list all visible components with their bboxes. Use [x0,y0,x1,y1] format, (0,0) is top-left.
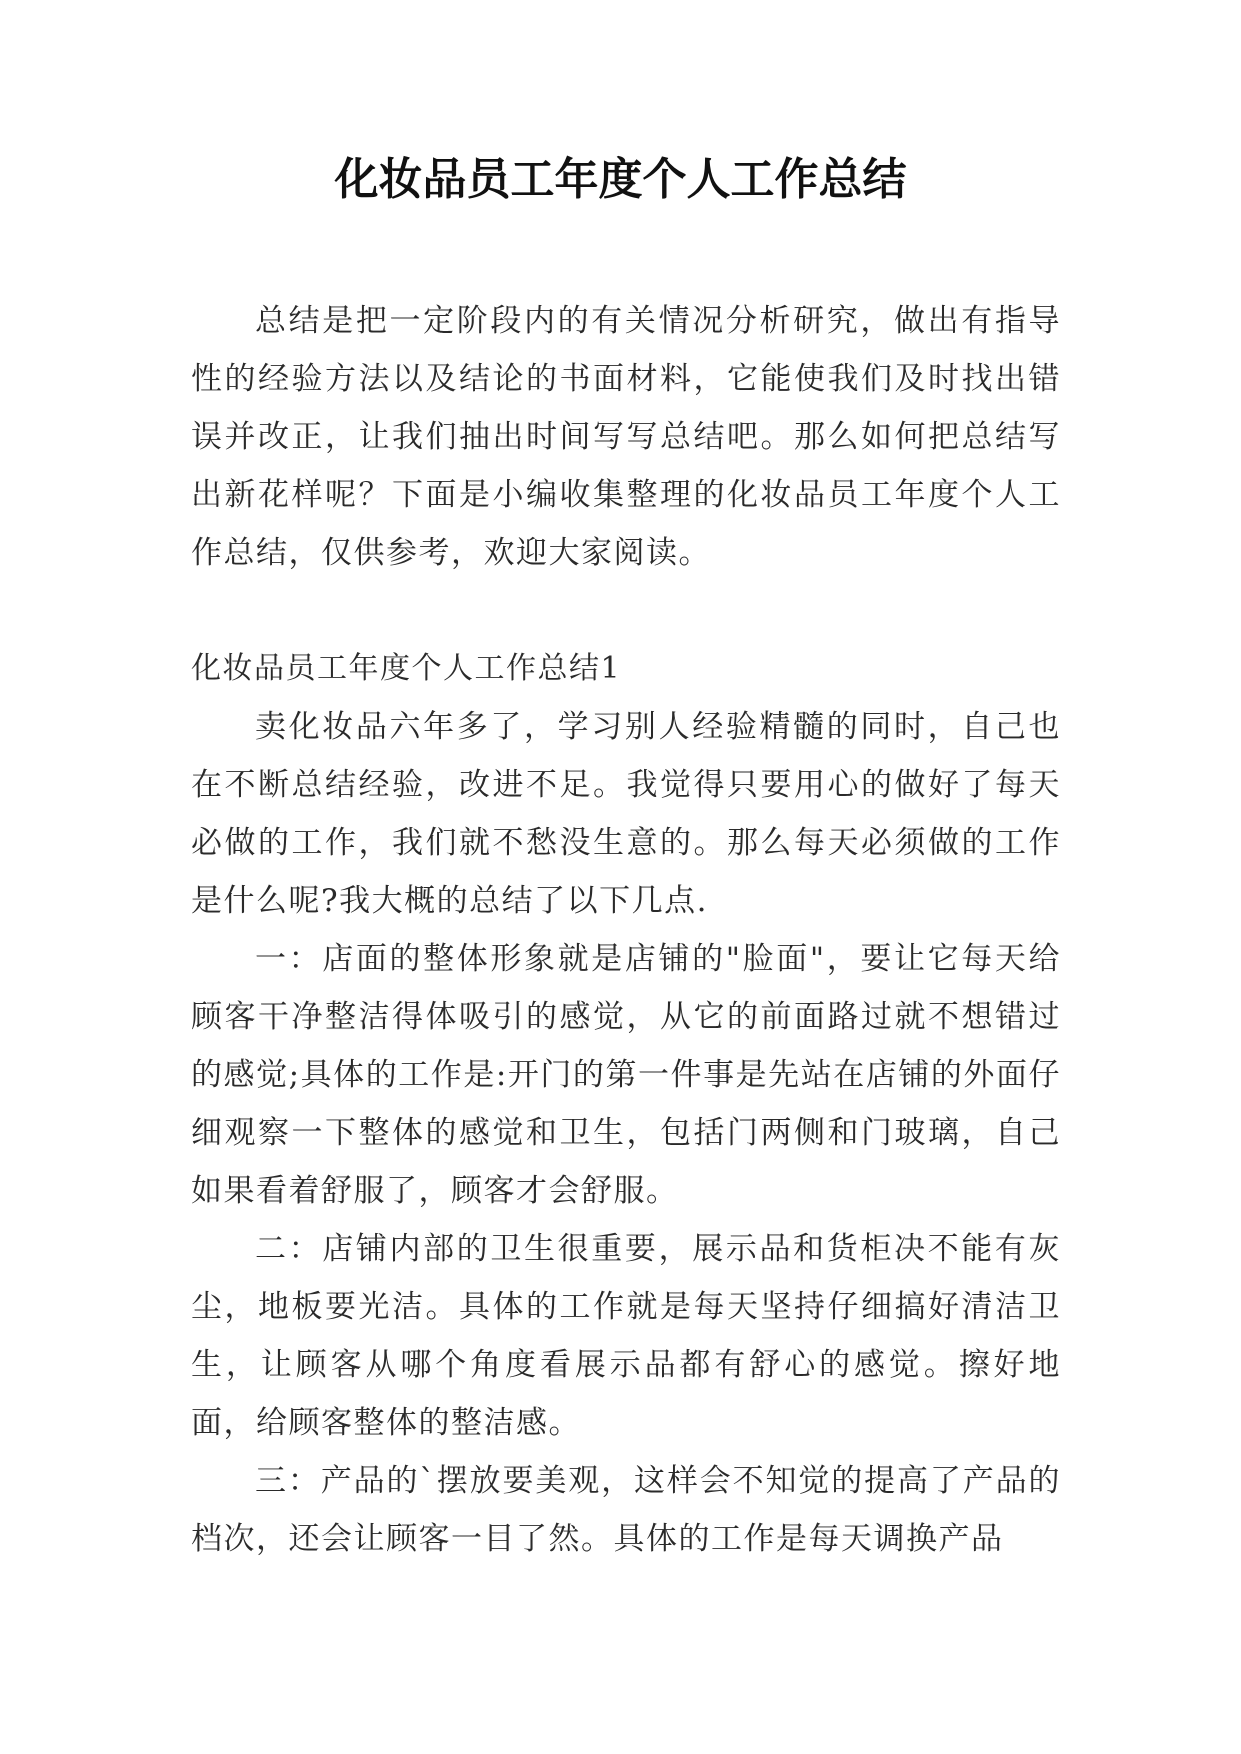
body-paragraph-3: 二：店铺内部的卫生很重要，展示品和货柜决不能有灰尘，地板要光洁。具体的工作就是每天坚持仔细搞好清洁卫生，让顾客从哪个角度看展示品都有舒心的感觉。擦好地面，给顾客整体的整洁感。 [191,1231,1061,1441]
section-spacer [191,582,1061,640]
section-heading: 化妆品员工年度个人工作总结1 [191,651,622,686]
body-paragraph-2: 一：店面的整体形象就是店铺的"脸面"，要让它每天给顾客干净整洁得体吸引的感觉，从它的前面路过就不想错过的感觉;具体的工作是:开门的第一件事是先站在店铺的外面仔细观察一下整体的感觉和卫生，包括门两侧和门玻璃，自己如果看着舒服了，顾客才会舒服。 [191,941,1061,1209]
document-title: 化妆品员工年度个人工作总结 [334,154,907,205]
body-paragraph-4: 三：产品的`摆放要美观，这样会不知觉的提高了产品的档次，还会让顾客一目了然。具体的工作是每天调换产品 [191,1463,1061,1557]
intro-paragraph: 总结是把一定阶段内的有关情况分析研究，做出有指导性的经验方法以及结论的书面材料，它能使我们及时找出错误并改正，让我们抽出时间写写总结吧。那么如何把总结写出新花样呢？下面是小编收集整理的化妆品员工年度个人工作总结，仅供参考，欢迎大家阅读。 [191,303,1061,571]
document-body [191,292,1061,1568]
body-paragraph-1: 卖化妆品六年多了，学习别人经验精髓的同时，自己也在不断总结经验，改进不足。我觉得只要用心的做好了每天必做的工作，我们就不愁没生意的。那么每天必须做的工作是什么呢?我大概的总结了以下几点. [191,709,1061,919]
